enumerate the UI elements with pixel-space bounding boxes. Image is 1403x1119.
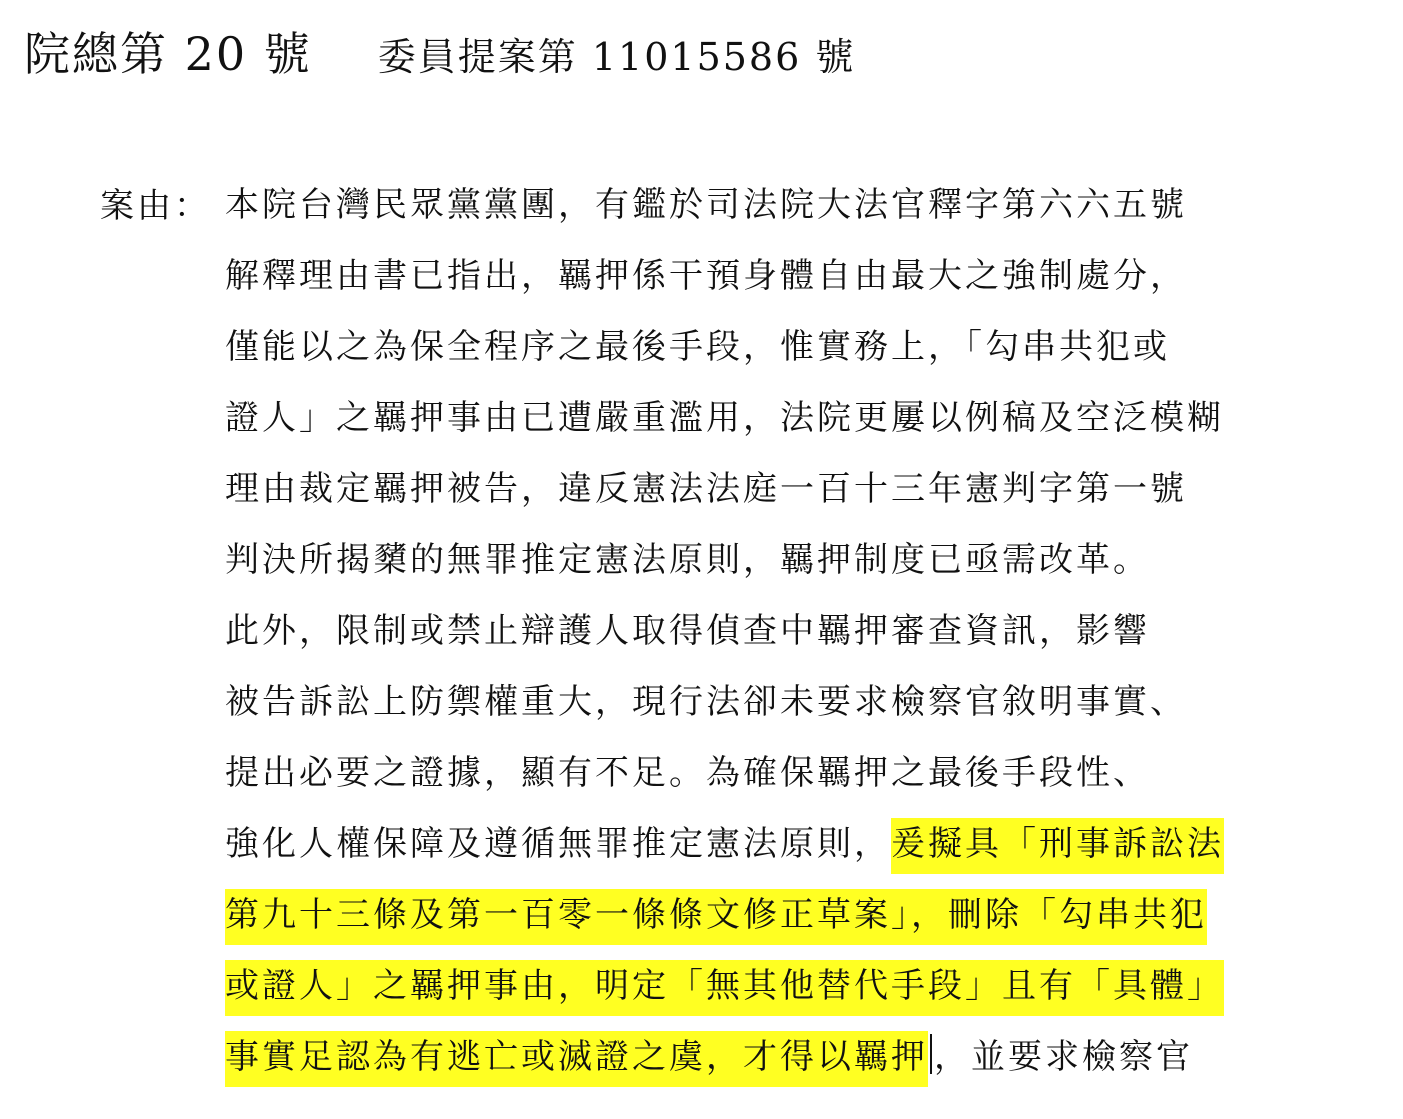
case-number: 院總第 20 號 xyxy=(24,27,312,81)
body-line-13 xyxy=(225,1030,1375,1101)
body-line-4 xyxy=(225,391,1375,462)
body-line-2 xyxy=(225,249,1375,320)
line-text: 僅能以之為保全程序之最後手段，惟實務上，「勾串共犯或 xyxy=(225,327,1170,367)
highlighted-text: 第九十三條及第一百零一條條文修正草案」，刪除「勾串共犯 xyxy=(225,889,1207,945)
line-text: 提出必要之證據，顯有不足。為確保羈押之最後手段性、 xyxy=(225,753,1150,793)
body-line-7 xyxy=(225,604,1375,675)
body-line-8 xyxy=(225,675,1375,746)
highlighted-text: 或證人」之羈押事由，明定「無其他替代手段」且有「具體」 xyxy=(225,960,1224,1016)
line-text: 被告訴訟上防禦權重大，現行法卻未要求檢察官敘明事實、 xyxy=(225,682,1187,722)
body-line-3 xyxy=(225,320,1375,391)
line-text: 理由裁定羈押被告，違反憲法法庭一百十三年憲判字第一號 xyxy=(225,469,1187,509)
line-text: ，並要求檢察官 xyxy=(934,1037,1193,1077)
line-text: 解釋理由書已指出，羈押係干預身體自由最大之強制處分， xyxy=(225,256,1187,296)
body-line-10 xyxy=(225,817,1375,888)
body-line-9 xyxy=(225,746,1375,817)
body-line-6 xyxy=(225,533,1375,604)
proposal-number: 委員提案第 11015586 號 xyxy=(377,35,856,79)
document-header xyxy=(24,18,855,88)
highlighted-text: 爰擬具「刑事訴訟法 xyxy=(891,818,1224,874)
body-line-5 xyxy=(225,462,1375,533)
body-line-12 xyxy=(225,959,1375,1030)
highlighted-text: 事實足認為有逃亡或滅證之虞，才得以羈押 xyxy=(225,1031,928,1087)
line-text: 強化人權保障及遵循無罪推定憲法原則， xyxy=(225,824,891,864)
case-reason-body xyxy=(225,178,1375,1101)
body-line-1 xyxy=(225,178,1375,249)
line-text: 此外，限制或禁止辯護人取得偵查中羈押審查資訊，影響 xyxy=(225,611,1150,651)
line-text: 判決所揭櫫的無罪推定憲法原則，羈押制度已亟需改革。 xyxy=(225,540,1150,580)
line-text: 證人」之羈押事由已遭嚴重濫用，法院更屢以例稿及空泛模糊 xyxy=(225,398,1224,438)
body-line-11 xyxy=(225,888,1375,959)
text-cursor xyxy=(930,1034,932,1074)
case-reason-label: 案由： xyxy=(100,186,211,226)
line-text: 本院台灣民眾黨黨團，有鑑於司法院大法官釋字第六六五號 xyxy=(225,185,1187,225)
